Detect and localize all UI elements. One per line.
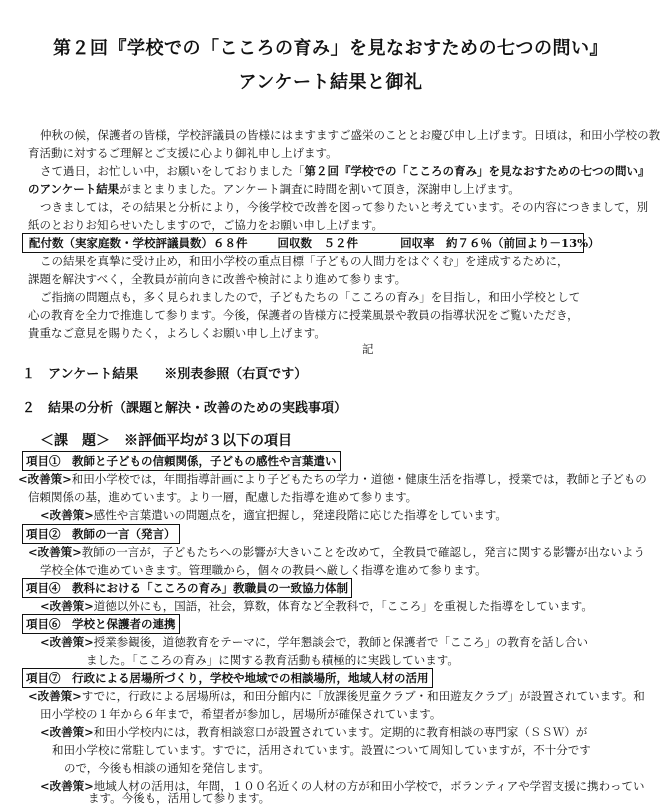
item-6-heading: 項目⑥ 学校と保護者の連携 [22,614,180,634]
intro-line-6: 紙のとおりお知らせいたしますので，ご協力をお願い申し上げます。 [28,218,384,232]
ki-mark: 記 [362,342,374,356]
document-subtitle: アンケート結果と御礼 [238,72,423,93]
item-7-text-5: ので，今後も相談の通知を発信します。 [64,761,270,775]
item-6-measure-1 [40,633,588,651]
measure-label: <改善策> [40,725,94,739]
item-4-text-1: 道徳以外にも，国語，社会，算数，体育など全教科で，「こころ」を重視した指導をしています。 [93,599,593,613]
measure-label: <改善策> [28,689,82,703]
measure-label: <改善策> [40,635,94,649]
para2-line-3: ご指摘の問題点も，多く見られましたので，子どもたちの「こころの育み」を目指し，和田小学校として [40,290,581,304]
para2-line-2: 課題を解決すべく，全教員が前向きに改善や検討により進めて参ります。 [28,272,407,286]
measure-label: <改善策> [40,599,94,613]
intro-line-4b: がまとまりました。アンケート調査に時間を割いて頂き，深謝申し上げます。 [119,182,520,196]
item-7-text-1: すでに，行政による居場所は，和田分館内に「放課後児童クラブ・和田遊友クラブ」が設置されています。和 [81,689,645,703]
stats-box [22,233,600,253]
intro-line-5: つきましては，その結果と分析により，今後学校で改善を図って参りたいと考えています。その内容につきまして，別 [40,200,649,214]
stats-collected: 回収数 ５２件 [277,236,359,250]
item-7-text-2: 田小学校の１年から６年まで，希望者が参加し，居場所が確保されています。 [40,707,442,721]
para2-line-4: 心の教育を全力で推進して参ります。今後，保護者の皆様方に授業風景や教員の指導状況をご覧いただき， [28,308,579,322]
item-7-text-4: 和田小学校に常駐しています。すでに，活用されています。設置について周知していますが，不十分です [52,743,591,757]
item-1-heading: 項目① 教師と子どもの信頼関係，子どもの感性や言葉遣い [22,451,341,471]
item-2-measure-1 [28,543,645,561]
item-4-measure-1 [40,597,593,615]
item-1-text-1: 和田小学校では，年間指導計画により子どもたちの学力・道徳・健康生活を指導し，授業では，教師と子どもの [71,472,647,486]
stats-distributed: 配付数（実家庭数・学校評議員数）６８件 [29,236,248,250]
item-2-heading: 項目② 教師の一言（発言） [22,524,180,544]
item-4-heading: 項目④ 教科における「こころの育み」教職員の一致協力体制 [22,578,352,598]
item-6-text-1: 授業参観後，道徳教育をテーマに，学年懇談会で，教師と保護者で「こころ」の教育を話し合い [93,635,589,649]
document-title: 第２回『学校での「こころの育み」を見なおすための七つの問い』 [53,38,608,59]
intro-line-4 [28,180,520,198]
intro-line-3 [40,162,650,180]
para2-line-5: 貴重なご意見を賜りたく，よろしくお願い申し上げます。 [28,326,326,340]
measure-label: <改善策> [18,472,72,486]
item-6-text-2: ました。「こころの育み」に関する教育活動も積極的に実践しています。 [86,653,459,667]
issues-heading: ＜課 題＞ ※評価平均が３以下の項目 [40,433,292,449]
intro-line-4a: のアンケート結果 [28,182,120,196]
section-2-heading: ２ 結果の分析（課題と解決・改善のための実践事項） [22,401,348,416]
item-1-text-3: 感性や言葉遣いの問題点を，適宜把握し，発達段階に応じた指導をしています。 [93,508,507,522]
measure-label: <改善策> [40,779,94,793]
section-1-heading: １ アンケート結果 ※別表参照（右頁です） [22,367,308,382]
item-7-text-3: 和田小学校内には，教育相談窓口が設置されています。定期的に教育相談の専門家（ＳＳＷ）が [93,725,588,739]
intro-line-1: 仲秋の候，保護者の皆様，学校評議員の皆様にはますますご盛栄のこととお慶び申し上げます。日頃は，和田小学校の教 [40,128,661,142]
item-7-measure-2 [40,723,587,741]
item-2-text-1: 教師の一言が，子どもたちへの影響が大きいことを改めて，全教員で確認し，発言に関する影響が出ないよう [81,545,646,559]
intro-line-2: 育活動に対するご理解とご支援に心より御礼申し上げます。 [28,146,338,160]
item-7-text-7: ます。今後も，活用して参ります。 [88,791,271,805]
para2-line-1: この結果を真摯に受け止め，和田小学校の重点目標「子どもの人間力をはぐくむ」を達成するために， [40,254,569,268]
item-1-text-2: 信頼関係の基，進めています。より一層，配慮した指導を進めて参ります。 [28,490,418,504]
item-1-measure-1 [18,470,647,488]
item-7-measure-1 [28,687,645,705]
item-7-text-6: 地域人材の活用は，年間，１００名近くの人材の方が和田小学校で，ボランティアや学習支援に携わってい [93,779,645,793]
intro-survey-title: 第２回『学校での「こころの育み」を見なおすための七つの問い』 [304,164,650,178]
item-2-text-2: 学校全体で進めていきます。管理職から，個々の教員へ厳しく指導を進めて参ります。 [40,563,487,577]
item-7-heading: 項目⑦ 行政による居場所づくり，学校や地域での相談場所，地域人材の活用 [22,668,433,688]
measure-label: <改善策> [40,508,94,522]
measure-label: <改善策> [28,545,82,559]
stats-rate: 回収率 約７６％（前回より－13%） [400,236,600,250]
intro-line-3a: さて過日，お忙しい中，お願いをしておりました「 [40,164,305,178]
item-1-measure-2 [40,506,507,524]
